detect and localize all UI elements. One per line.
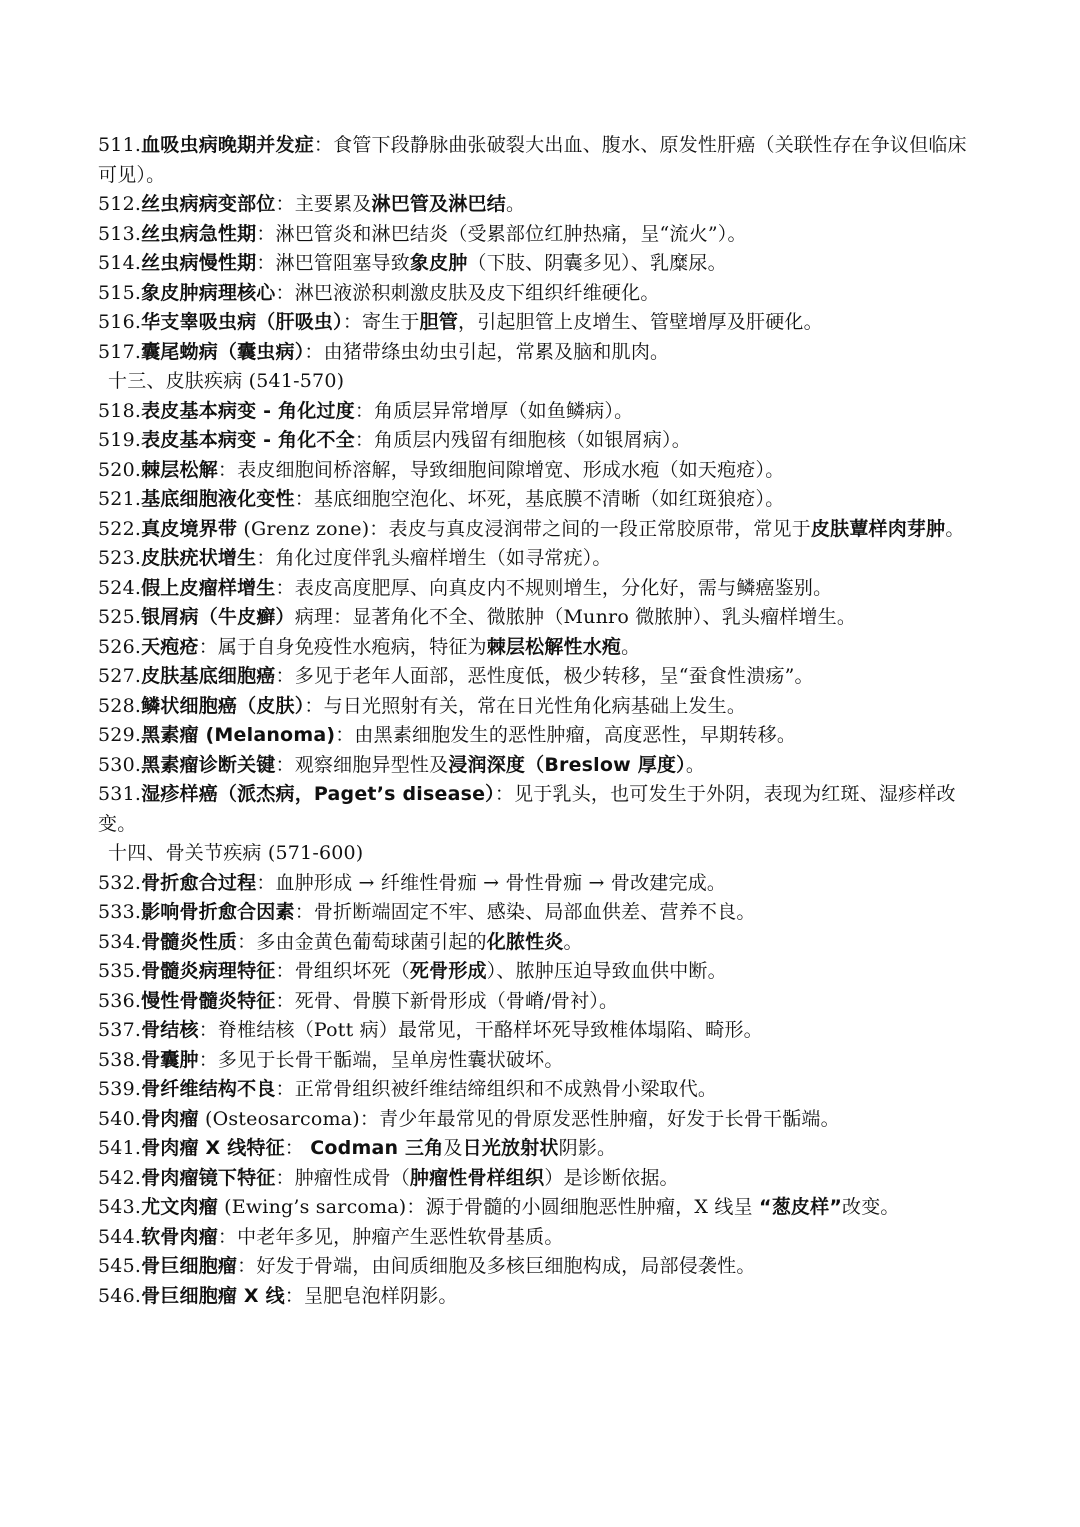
entry-text: ：寄生于	[342, 311, 420, 333]
bold-term: 天疱疮	[141, 635, 199, 658]
list-item	[98, 928, 978, 958]
list-item	[98, 1016, 978, 1046]
list-item	[98, 1282, 978, 1312]
list-item	[98, 780, 978, 839]
section-heading	[98, 367, 978, 397]
bold-term: 皮肤基底细胞癌	[141, 665, 276, 687]
entry-text: 520.	[98, 458, 142, 481]
bold-term: 丝虫病急性期	[141, 222, 257, 245]
entry-text: ：肿瘤性成骨（	[275, 1166, 410, 1189]
bold-term: 棘层松解	[141, 458, 218, 481]
bold-term: 皮肤疣状增生	[141, 547, 257, 569]
bold-term: 骨肉瘤镜下特征	[141, 1166, 276, 1189]
entry-text: ：多由金黄色葡萄球菌引起的	[237, 930, 487, 953]
entry-text: ：中老年多见，肿瘤产生恶性软骨基质。	[217, 1225, 564, 1248]
list-item	[98, 456, 978, 486]
entry-text: ：见于乳头，也可发生于外阴，表现为红斑、湿疹样改变。	[98, 783, 956, 835]
entry-text: ：观察细胞异型性及	[275, 753, 449, 776]
entry-text: ：食管下段静脉曲张破裂大出血、腹水、原发性肝癌（关联性存在争议但临床可见）。	[98, 134, 967, 186]
entry-text: 511.	[98, 134, 142, 156]
bold-term: 表皮基本病变 - 角化不全	[141, 429, 355, 451]
entry-text: 539.	[98, 1078, 142, 1100]
entry-text: 541.	[98, 1137, 142, 1159]
entry-text: 530.	[98, 753, 142, 776]
entry-text: ：主要累及	[275, 193, 372, 215]
bold-term: 淋巴管及淋巴结	[371, 193, 506, 215]
list-item	[98, 279, 978, 309]
list-item	[98, 131, 978, 190]
entry-text: 。	[945, 517, 965, 540]
list-item	[98, 869, 978, 899]
bold-term: 丝虫病病变部位	[141, 193, 276, 215]
entry-text: ：多见于老年人面部，恶性度低，极少转移，呈“蚕食性溃疡”。	[275, 665, 814, 687]
bold-term: 骨髓炎性质	[141, 930, 238, 953]
bold-term: 银屑病（牛皮癣）	[141, 606, 295, 628]
entry-text: ：淋巴液淤积刺激皮肤及皮下组织纤维硬化。	[275, 281, 660, 304]
entry-text: ：多见于长骨干骺端，呈单房性囊状破坏。	[198, 1048, 564, 1071]
bold-term: 皮肤蕈样肉芽肿	[810, 517, 946, 540]
list-item	[98, 898, 978, 928]
entry-text: ：角化过度伴乳头瘤样增生（如寻常疣）。	[256, 547, 612, 569]
entry-text: (Ewing’s sarcoma)：源于骨髓的小圆细胞恶性肿瘤，X 线呈	[217, 1196, 760, 1218]
bold-term: 丝虫病慢性期	[141, 252, 257, 274]
bold-term: 慢性骨髓炎特征	[141, 989, 276, 1012]
bold-term: 表皮基本病变 - 角化过度	[141, 399, 355, 422]
list-item	[98, 1252, 978, 1282]
list-item	[98, 1193, 978, 1223]
entry-text: ：与日光照射有关，常在日光性角化病基础上发生。	[304, 694, 747, 717]
list-item	[98, 987, 978, 1017]
bold-term: 胆管	[419, 311, 459, 333]
entry-text: ：淋巴管炎和淋巴结炎（受累部位红肿热痛，呈“流火”）。	[256, 222, 747, 245]
entry-text: 十四、骨关节疾病 (571-600)	[108, 842, 364, 864]
bold-term: 影响骨折愈合因素	[141, 901, 295, 923]
entry-text: 十三、皮肤疾病 (541-570)	[108, 370, 345, 392]
entry-text: 。	[621, 635, 641, 658]
entry-text: 528.	[98, 694, 142, 717]
entry-text: 522.	[98, 517, 142, 540]
entry-text: 521.	[98, 488, 142, 510]
bold-term: 棘层松解性水疱	[486, 635, 622, 658]
bold-term: 骨髓炎病理特征	[141, 960, 276, 982]
bold-term: 黑素瘤 (Melanoma)	[141, 724, 336, 746]
entry-text: ：属于自身免疫性水疱病，特征为	[198, 635, 487, 658]
bold-term: 骨结核	[141, 1019, 199, 1041]
list-item	[98, 692, 978, 722]
entry-text: 536.	[98, 989, 142, 1012]
entry-text: ：骨组织坏死（	[275, 960, 410, 982]
bold-term: 浸润深度（Breslow 厚度）	[448, 753, 686, 776]
list-item	[98, 485, 978, 515]
entry-text: ：由猪带绦虫幼虫引起，常累及脑和肌肉。	[304, 340, 670, 363]
bold-term: 骨肉瘤	[141, 1107, 199, 1130]
entry-text: 529.	[98, 724, 142, 746]
list-item	[98, 249, 978, 279]
list-item	[98, 338, 978, 368]
entry-text: ：死骨、骨膜下新骨形成（骨嵴/骨衬）。	[275, 989, 619, 1012]
entry-text: ：好发于骨端，由间质细胞及多核巨细胞构成，局部侵袭性。	[237, 1255, 756, 1277]
list-item	[98, 603, 978, 633]
bold-term: Codman 三角	[310, 1137, 444, 1159]
entry-text: ：由黑素细胞发生的恶性肿瘤，高度恶性，早期转移。	[335, 724, 797, 746]
bold-term: 骨巨细胞瘤 X 线	[141, 1284, 285, 1307]
entry-text: 525.	[98, 606, 142, 628]
entry-text: ，引起胆管上皮增生、管壁增厚及肝硬化。	[458, 311, 823, 333]
bold-term: 骨折愈合过程	[141, 871, 257, 894]
bold-term: 肿瘤性骨样组织	[409, 1166, 545, 1189]
bold-term: 华支睾吸虫病（肝吸虫）	[141, 311, 343, 333]
entry-text: ：正常骨组织被纤维结缔组织和不成熟骨小梁取代。	[275, 1078, 718, 1100]
entry-text: ：角质层内残留有细胞核（如银屑病）。	[354, 429, 691, 451]
list-item	[98, 397, 978, 427]
entry-text: (Grenz zone)：表皮与真皮浸润带之间的一段正常胶原带，常见于	[237, 517, 811, 540]
entry-text: 532.	[98, 871, 142, 894]
entry-text: 546.	[98, 1284, 142, 1307]
entry-text: 527.	[98, 665, 142, 687]
list-item	[98, 1046, 978, 1076]
entry-text: 516.	[98, 311, 142, 333]
entry-text: ）、脓肿压迫导致血供中断。	[486, 960, 727, 982]
entry-text: 543.	[98, 1196, 142, 1218]
entry-text: ：骨折断端固定不牢、感染、局部血供差、营养不良。	[294, 901, 756, 923]
bold-term: 死骨形成	[409, 960, 487, 982]
list-item	[98, 515, 978, 545]
bold-term: 骨纤维结构不良	[141, 1078, 276, 1100]
entry-text: 改变。	[842, 1196, 900, 1218]
entry-text: 533.	[98, 901, 142, 923]
entry-text: 。	[685, 753, 706, 776]
entry-text: 524.	[98, 576, 142, 599]
bold-term: 真皮境界带	[141, 517, 238, 540]
entry-text: 538.	[98, 1048, 142, 1071]
entry-text: 517.	[98, 340, 142, 363]
list-item	[98, 1075, 978, 1105]
entry-text: ）是诊断依据。	[544, 1166, 679, 1189]
list-item	[98, 721, 978, 751]
list-item	[98, 220, 978, 250]
bold-term: 日光放射状	[462, 1137, 559, 1159]
bold-term: 骨囊肿	[141, 1048, 199, 1071]
entry-text: 531.	[98, 783, 142, 805]
entry-text: 。	[563, 930, 583, 953]
entry-text: ：淋巴管阻塞导致	[256, 252, 410, 274]
entry-text: ：表皮高度肥厚、向真皮内不规则增生，分化好，需与鳞癌鉴别。	[275, 576, 833, 599]
list-item	[98, 308, 978, 338]
entry-text: 534.	[98, 930, 142, 953]
entry-text: 518.	[98, 399, 142, 422]
entry-text: 514.	[98, 252, 142, 274]
entry-text: （下肢、阴囊多见）、乳糜尿。	[467, 252, 727, 274]
entry-text: ：	[284, 1137, 311, 1159]
entry-text: 515.	[98, 281, 142, 304]
entry-text: 544.	[98, 1225, 142, 1248]
entry-text: ：呈肥皂泡样阴影。	[284, 1284, 458, 1307]
entry-text: (Osteosarcoma)：青少年最常见的骨原发恶性肿瘤，好发于长骨干骺端。	[198, 1107, 840, 1130]
bold-term: 黑素瘤诊断关键	[141, 753, 276, 776]
list-item	[98, 1134, 978, 1164]
document-body	[98, 131, 978, 1311]
list-item	[98, 957, 978, 987]
entry-text: 513.	[98, 222, 142, 245]
section-heading	[98, 839, 978, 869]
bold-term: 囊尾蚴病（囊虫病）	[141, 340, 305, 363]
entry-text: 540.	[98, 1107, 142, 1130]
entry-text: ：脊椎结核（Pott 病）最常见，干酪样坏死导致椎体塌陷、畸形。	[198, 1019, 763, 1041]
list-item	[98, 1223, 978, 1253]
entry-text: ：表皮细胞间桥溶解，导致细胞间隙增宽、形成水疱（如天疱疮）。	[217, 458, 785, 481]
entry-text: 523.	[98, 547, 142, 569]
bold-term: “葱皮样”	[759, 1196, 843, 1218]
bold-term: 象皮肿	[409, 252, 468, 274]
list-item	[98, 1164, 978, 1194]
bold-term: 骨巨细胞瘤	[141, 1255, 238, 1277]
bold-term: 基底细胞液化变性	[141, 488, 295, 510]
entry-text: 及	[443, 1137, 463, 1159]
entry-text: 病理：显著角化不全、微脓肿（Munro 微脓肿）、乳头瘤样增生。	[294, 606, 857, 628]
bold-term: 湿疹样癌（派杰病，Paget’s disease）	[141, 783, 495, 805]
entry-text: 526.	[98, 635, 142, 658]
bold-term: 血吸虫病晚期并发症	[141, 134, 314, 156]
list-item	[98, 633, 978, 663]
bold-term: 假上皮瘤样增生	[141, 576, 276, 599]
entry-text: 545.	[98, 1255, 142, 1277]
bold-term: 鳞状细胞癌（皮肤）	[141, 694, 305, 717]
bold-term: 化脓性炎	[486, 930, 564, 953]
list-item	[98, 1105, 978, 1135]
entry-text: 537.	[98, 1019, 142, 1041]
entry-text: 512.	[98, 193, 142, 215]
list-item	[98, 751, 978, 781]
entry-text: ：基底细胞空泡化、坏死，基底膜不清晰（如红斑狼疮）。	[294, 488, 785, 510]
entry-text: 阴影。	[558, 1137, 617, 1159]
entry-text: ：角质层异常增厚（如鱼鳞病）。	[354, 399, 634, 422]
list-item	[98, 190, 978, 220]
list-item	[98, 574, 978, 604]
entry-text: 。	[505, 193, 526, 215]
entry-text: 535.	[98, 960, 142, 982]
entry-text: 542.	[98, 1166, 142, 1189]
list-item	[98, 426, 978, 456]
bold-term: 骨肉瘤 X 线特征	[141, 1137, 285, 1159]
bold-term: 软骨肉瘤	[141, 1225, 218, 1248]
list-item	[98, 544, 978, 574]
bold-term: 象皮肿病理核心	[141, 281, 276, 304]
entry-text: ：血肿形成 → 纤维性骨痂 → 骨性骨痂 → 骨改建完成。	[256, 871, 727, 894]
bold-term: 尤文肉瘤	[141, 1196, 218, 1218]
entry-text: 519.	[98, 429, 142, 451]
list-item	[98, 662, 978, 692]
